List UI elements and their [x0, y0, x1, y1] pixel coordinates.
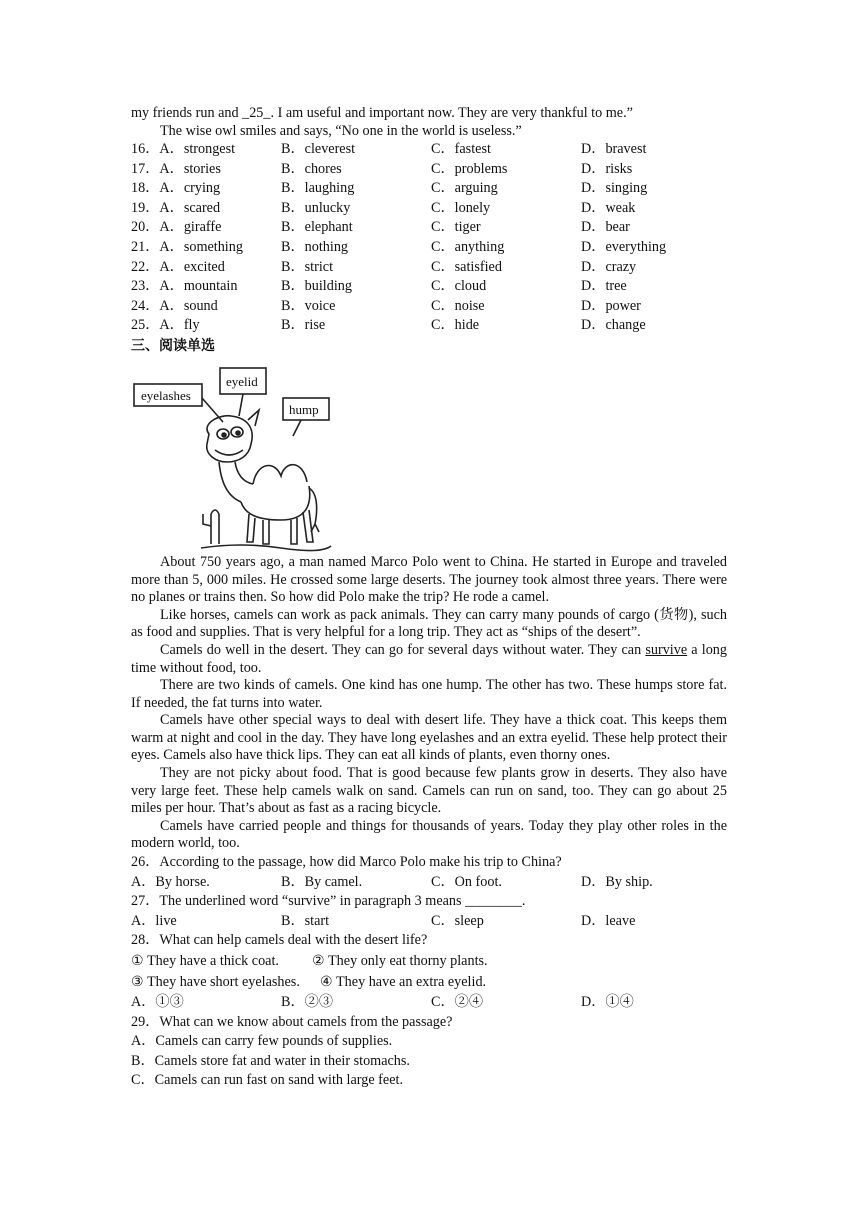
- question-number: 19．: [131, 199, 160, 216]
- option-letter: C．: [431, 258, 455, 275]
- option-text: problems: [454, 160, 508, 177]
- option-letter: B．: [281, 219, 305, 236]
- option-c[interactable]: [431, 258, 581, 278]
- option-letter: D．: [581, 297, 606, 314]
- option-b[interactable]: B．start: [281, 912, 330, 929]
- option-letter: D．: [581, 219, 606, 236]
- question-number: 24．: [131, 297, 160, 314]
- passage-paragraph-2: Like horses, camels can work as pack animals. They can carry many pounds of cargo (货物), such as food and supplies. That is very helpful for a long trip. They act as “ships of the desert”.: [131, 606, 727, 641]
- option-letter: A．: [159, 199, 184, 216]
- option-text: scared: [183, 199, 221, 216]
- option-letter: C．: [431, 317, 455, 334]
- option-letter: B．: [281, 278, 305, 295]
- option-letter: C．: [431, 160, 455, 177]
- question-27: [131, 892, 727, 931]
- option-text: unlucky: [304, 199, 351, 216]
- option-a[interactable]: [131, 297, 281, 317]
- cloze-row: [131, 316, 727, 336]
- worksheet-page: [131, 104, 727, 1091]
- option-text: crazy: [605, 258, 637, 275]
- cloze-row: [131, 297, 727, 317]
- story-ending-line: [131, 104, 727, 122]
- option-letter: A．: [159, 297, 184, 314]
- option-letter: B．: [281, 238, 305, 255]
- statement-1: ① They have a thick coat.: [131, 953, 279, 969]
- option-letter: C．: [431, 141, 455, 157]
- option-b[interactable]: [281, 277, 431, 297]
- option-text: giraffe: [183, 219, 222, 236]
- option-text: anything: [454, 238, 505, 255]
- option-a[interactable]: [131, 140, 281, 160]
- option-letter: D．: [581, 258, 606, 275]
- cloze-row: [131, 179, 727, 199]
- option-text: risks: [605, 160, 633, 177]
- option-b[interactable]: B．By camel.: [281, 873, 363, 890]
- option-letter: D．: [581, 278, 606, 295]
- statement-row: [131, 972, 727, 993]
- option-c[interactable]: [431, 277, 581, 297]
- option-text: chores: [304, 160, 342, 177]
- option-a[interactable]: [131, 179, 281, 199]
- option-letter: B．: [281, 258, 305, 275]
- camel-illustration: [131, 364, 336, 554]
- story-line-1: my friends run and _25_. I am useful and important now. They are very thankful to me.”: [131, 105, 633, 121]
- option-letter: B．: [281, 199, 305, 216]
- story-ending-line: [131, 122, 727, 140]
- option-text: bear: [605, 219, 630, 236]
- option-c[interactable]: C．sleep: [431, 912, 484, 929]
- option-d[interactable]: [581, 160, 727, 180]
- statement-3: ③ They have short eyelashes.: [131, 974, 300, 990]
- option-text: everything: [605, 238, 667, 255]
- option-text: voice: [304, 297, 336, 314]
- option-b[interactable]: [281, 140, 431, 160]
- option-d[interactable]: D．By ship.: [581, 873, 653, 890]
- option-text: fastest: [454, 141, 491, 157]
- option-letter: D．: [581, 199, 606, 216]
- option-c[interactable]: C．②④: [431, 994, 484, 1010]
- option-text: laughing: [304, 180, 355, 197]
- option-d[interactable]: [581, 316, 727, 336]
- option-letter: D．: [581, 317, 606, 334]
- cloze-row: [131, 218, 727, 238]
- question-stem: 27．The underlined word “survive” in paragraph 3 means ________.: [131, 893, 526, 910]
- option-text: bravest: [605, 141, 647, 157]
- option-a[interactable]: [131, 316, 281, 336]
- section-title: 三、阅读单选: [131, 337, 215, 354]
- option-text: cleverest: [304, 141, 356, 157]
- statement-4: ④ They have an extra eyelid.: [320, 974, 487, 990]
- option-c[interactable]: [431, 316, 581, 336]
- option-c[interactable]: [431, 140, 581, 160]
- option-text: strongest: [183, 141, 236, 157]
- option-text: elephant: [304, 219, 353, 236]
- option-a[interactable]: A．Camels can carry few pounds of supplies.: [131, 1033, 393, 1050]
- passage-paragraph-1: About 750 years ago, a man named Marco Polo went to China. He started in Europe and traveled more than 5, 000 miles. He crossed some large deserts. The journey took almost three years. There were no planes or trains then. So how did Polo make the trip? He rode a camel.: [131, 553, 727, 606]
- option-b[interactable]: [281, 179, 431, 199]
- option-letter: C．: [431, 180, 455, 197]
- option-text: tree: [605, 278, 627, 295]
- option-letter: A．: [159, 160, 184, 177]
- option-text: satisfied: [454, 258, 502, 275]
- reading-passage: [131, 554, 727, 853]
- question-stem: 28．What can help camels deal with the desert life?: [131, 932, 428, 949]
- option-letter: A．: [159, 278, 184, 295]
- option-letter: D．: [581, 160, 606, 177]
- option-b[interactable]: [281, 238, 431, 258]
- option-text: weak: [605, 199, 636, 216]
- option-b[interactable]: [281, 258, 431, 278]
- option-letter: D．: [581, 238, 606, 255]
- option-c[interactable]: [431, 218, 581, 238]
- option-d[interactable]: [581, 218, 727, 238]
- option-d[interactable]: D．leave: [581, 912, 636, 929]
- option-text: stories: [183, 160, 221, 177]
- option-letter: A．: [159, 141, 184, 157]
- option-text: hide: [454, 317, 480, 334]
- option-text: sound: [183, 297, 218, 314]
- option-a[interactable]: A．live: [131, 912, 177, 929]
- cloze-row: [131, 140, 727, 160]
- option-text: crying: [183, 180, 221, 197]
- cloze-row: [131, 160, 727, 180]
- option-b[interactable]: [281, 218, 431, 238]
- option-d[interactable]: [581, 140, 727, 160]
- question-26: [131, 853, 727, 892]
- answer-options: [131, 912, 727, 932]
- cloze-row: [131, 238, 727, 258]
- option-text: excited: [183, 258, 225, 275]
- option-text: tiger: [454, 219, 481, 236]
- cloze-row: [131, 258, 727, 278]
- option-b[interactable]: B．②③: [281, 994, 334, 1010]
- option-a[interactable]: [131, 160, 281, 180]
- option-text: rise: [304, 317, 326, 334]
- cloze-row: [131, 277, 727, 297]
- option-b[interactable]: B．Camels store fat and water in their stomachs.: [131, 1052, 410, 1069]
- option-letter: A．: [159, 258, 184, 275]
- para3-after: a long time without food, too.: [131, 641, 727, 676]
- option-letter: B．: [281, 160, 305, 177]
- option-a[interactable]: [131, 277, 281, 297]
- option-letter: C．: [431, 297, 455, 314]
- option-d[interactable]: [581, 238, 727, 258]
- option-letter: B．: [281, 317, 305, 334]
- question-stem: 26．According to the passage, how did Marco Polo make his trip to China?: [131, 854, 562, 871]
- option-a[interactable]: [131, 258, 281, 278]
- option-c[interactable]: C．Camels can run fast on sand with large feet.: [131, 1072, 403, 1089]
- answer-options: [131, 993, 727, 1013]
- passage-paragraph-3: [131, 642, 727, 677]
- option-text: singing: [605, 180, 648, 197]
- option-text: strict: [304, 258, 334, 275]
- question-number: 18．: [131, 180, 160, 197]
- option-d[interactable]: [581, 199, 727, 219]
- option-text: cloud: [454, 278, 487, 295]
- option-c[interactable]: [431, 297, 581, 317]
- option-text: mountain: [183, 278, 238, 295]
- passage-paragraph-5: Camels have other special ways to deal with desert life. They have a thick coat. This keeps them warm at night and cool in the day. They have long eyelashes and an extra eyelid. These help protect their eyes. Camels also have thick lips. They can eat all kinds of plants, even thorny ones.: [131, 712, 727, 764]
- option-letter: B．: [281, 141, 305, 157]
- option-text: power: [605, 297, 641, 314]
- question-number: 23．: [131, 278, 160, 295]
- option-letter: D．: [581, 180, 606, 197]
- underlined-word-survive: survive: [645, 641, 688, 658]
- option-text: fly: [183, 317, 200, 334]
- option-d[interactable]: D．①④: [581, 994, 634, 1010]
- option-a[interactable]: [131, 238, 281, 258]
- option-letter: A．: [159, 219, 184, 236]
- question-number: 22．: [131, 258, 160, 275]
- cloze-options-list: [131, 140, 727, 336]
- option-c[interactable]: [431, 179, 581, 199]
- question-number: 20．: [131, 219, 160, 236]
- passage-paragraph-6: They are not picky about food. That is good because few plants grow in deserts. They also have very large feet. These help camels walk on sand. Camels can run on sand, too. They can go about 25 miles per hour. That’s about as fast as a racing bicycle.: [131, 765, 727, 817]
- option-d[interactable]: [581, 179, 727, 199]
- option-c[interactable]: [431, 160, 581, 180]
- option-text: arguing: [454, 180, 498, 197]
- option-a[interactable]: [131, 218, 281, 238]
- option-letter: A．: [159, 180, 184, 197]
- option-b[interactable]: [281, 199, 431, 219]
- option-text: building: [304, 278, 352, 295]
- statement-2: ② They only eat thorny plants.: [312, 953, 488, 969]
- option-letter: C．: [431, 278, 455, 295]
- option-letter: C．: [431, 238, 455, 255]
- option-letter: C．: [431, 199, 455, 216]
- option-text: change: [605, 317, 646, 334]
- option-c[interactable]: C．On foot.: [431, 873, 502, 890]
- option-a[interactable]: [131, 199, 281, 219]
- option-a[interactable]: A．①③: [131, 994, 184, 1010]
- question-stem: 29．What can we know about camels from the passage?: [131, 1013, 453, 1030]
- option-letter: B．: [281, 180, 305, 197]
- option-letter: B．: [281, 297, 305, 314]
- option-d[interactable]: [581, 277, 727, 297]
- option-letter: A．: [159, 238, 184, 255]
- para3-before: Camels do well in the desert. They can go for several days without water. They can: [160, 641, 646, 658]
- option-letter: D．: [581, 141, 606, 157]
- question-number: 25．: [131, 317, 160, 334]
- story-line-2: The wise owl smiles and says, “No one in the world is useless.”: [160, 123, 522, 139]
- option-a[interactable]: A．By horse.: [131, 873, 210, 890]
- statement-row: [131, 951, 727, 972]
- passage-paragraph-4: There are two kinds of camels. One kind has one hump. The other has two. These humps store fat. If needed, the fat turns into water.: [131, 677, 727, 711]
- option-b[interactable]: [281, 160, 431, 180]
- question-number: 17．: [131, 160, 160, 177]
- option-b[interactable]: [281, 297, 431, 317]
- question-number: 21．: [131, 238, 160, 255]
- option-c[interactable]: [431, 199, 581, 219]
- cloze-row: [131, 199, 727, 219]
- option-text: nothing: [304, 238, 349, 255]
- option-c[interactable]: [431, 238, 581, 258]
- question-28: [131, 931, 727, 1012]
- option-d[interactable]: [581, 258, 727, 278]
- question-number: 16．: [131, 141, 160, 157]
- option-text: lonely: [454, 199, 491, 216]
- option-text: noise: [454, 297, 485, 314]
- camel-drawing: [131, 364, 336, 554]
- eyelashes-label: eyelashes: [141, 387, 191, 403]
- question-29: [131, 1013, 727, 1091]
- option-text: something: [183, 238, 243, 255]
- option-d[interactable]: [581, 297, 727, 317]
- hump-label: hump: [289, 401, 319, 417]
- answer-options: [131, 873, 727, 893]
- option-b[interactable]: [281, 316, 431, 336]
- option-letter: A．: [159, 317, 184, 334]
- eyelid-label: eyelid: [226, 373, 258, 389]
- passage-paragraph-7: Camels have carried people and things for thousands of years. Today they play other roles in the modern world, too.: [131, 817, 727, 852]
- option-letter: C．: [431, 219, 455, 236]
